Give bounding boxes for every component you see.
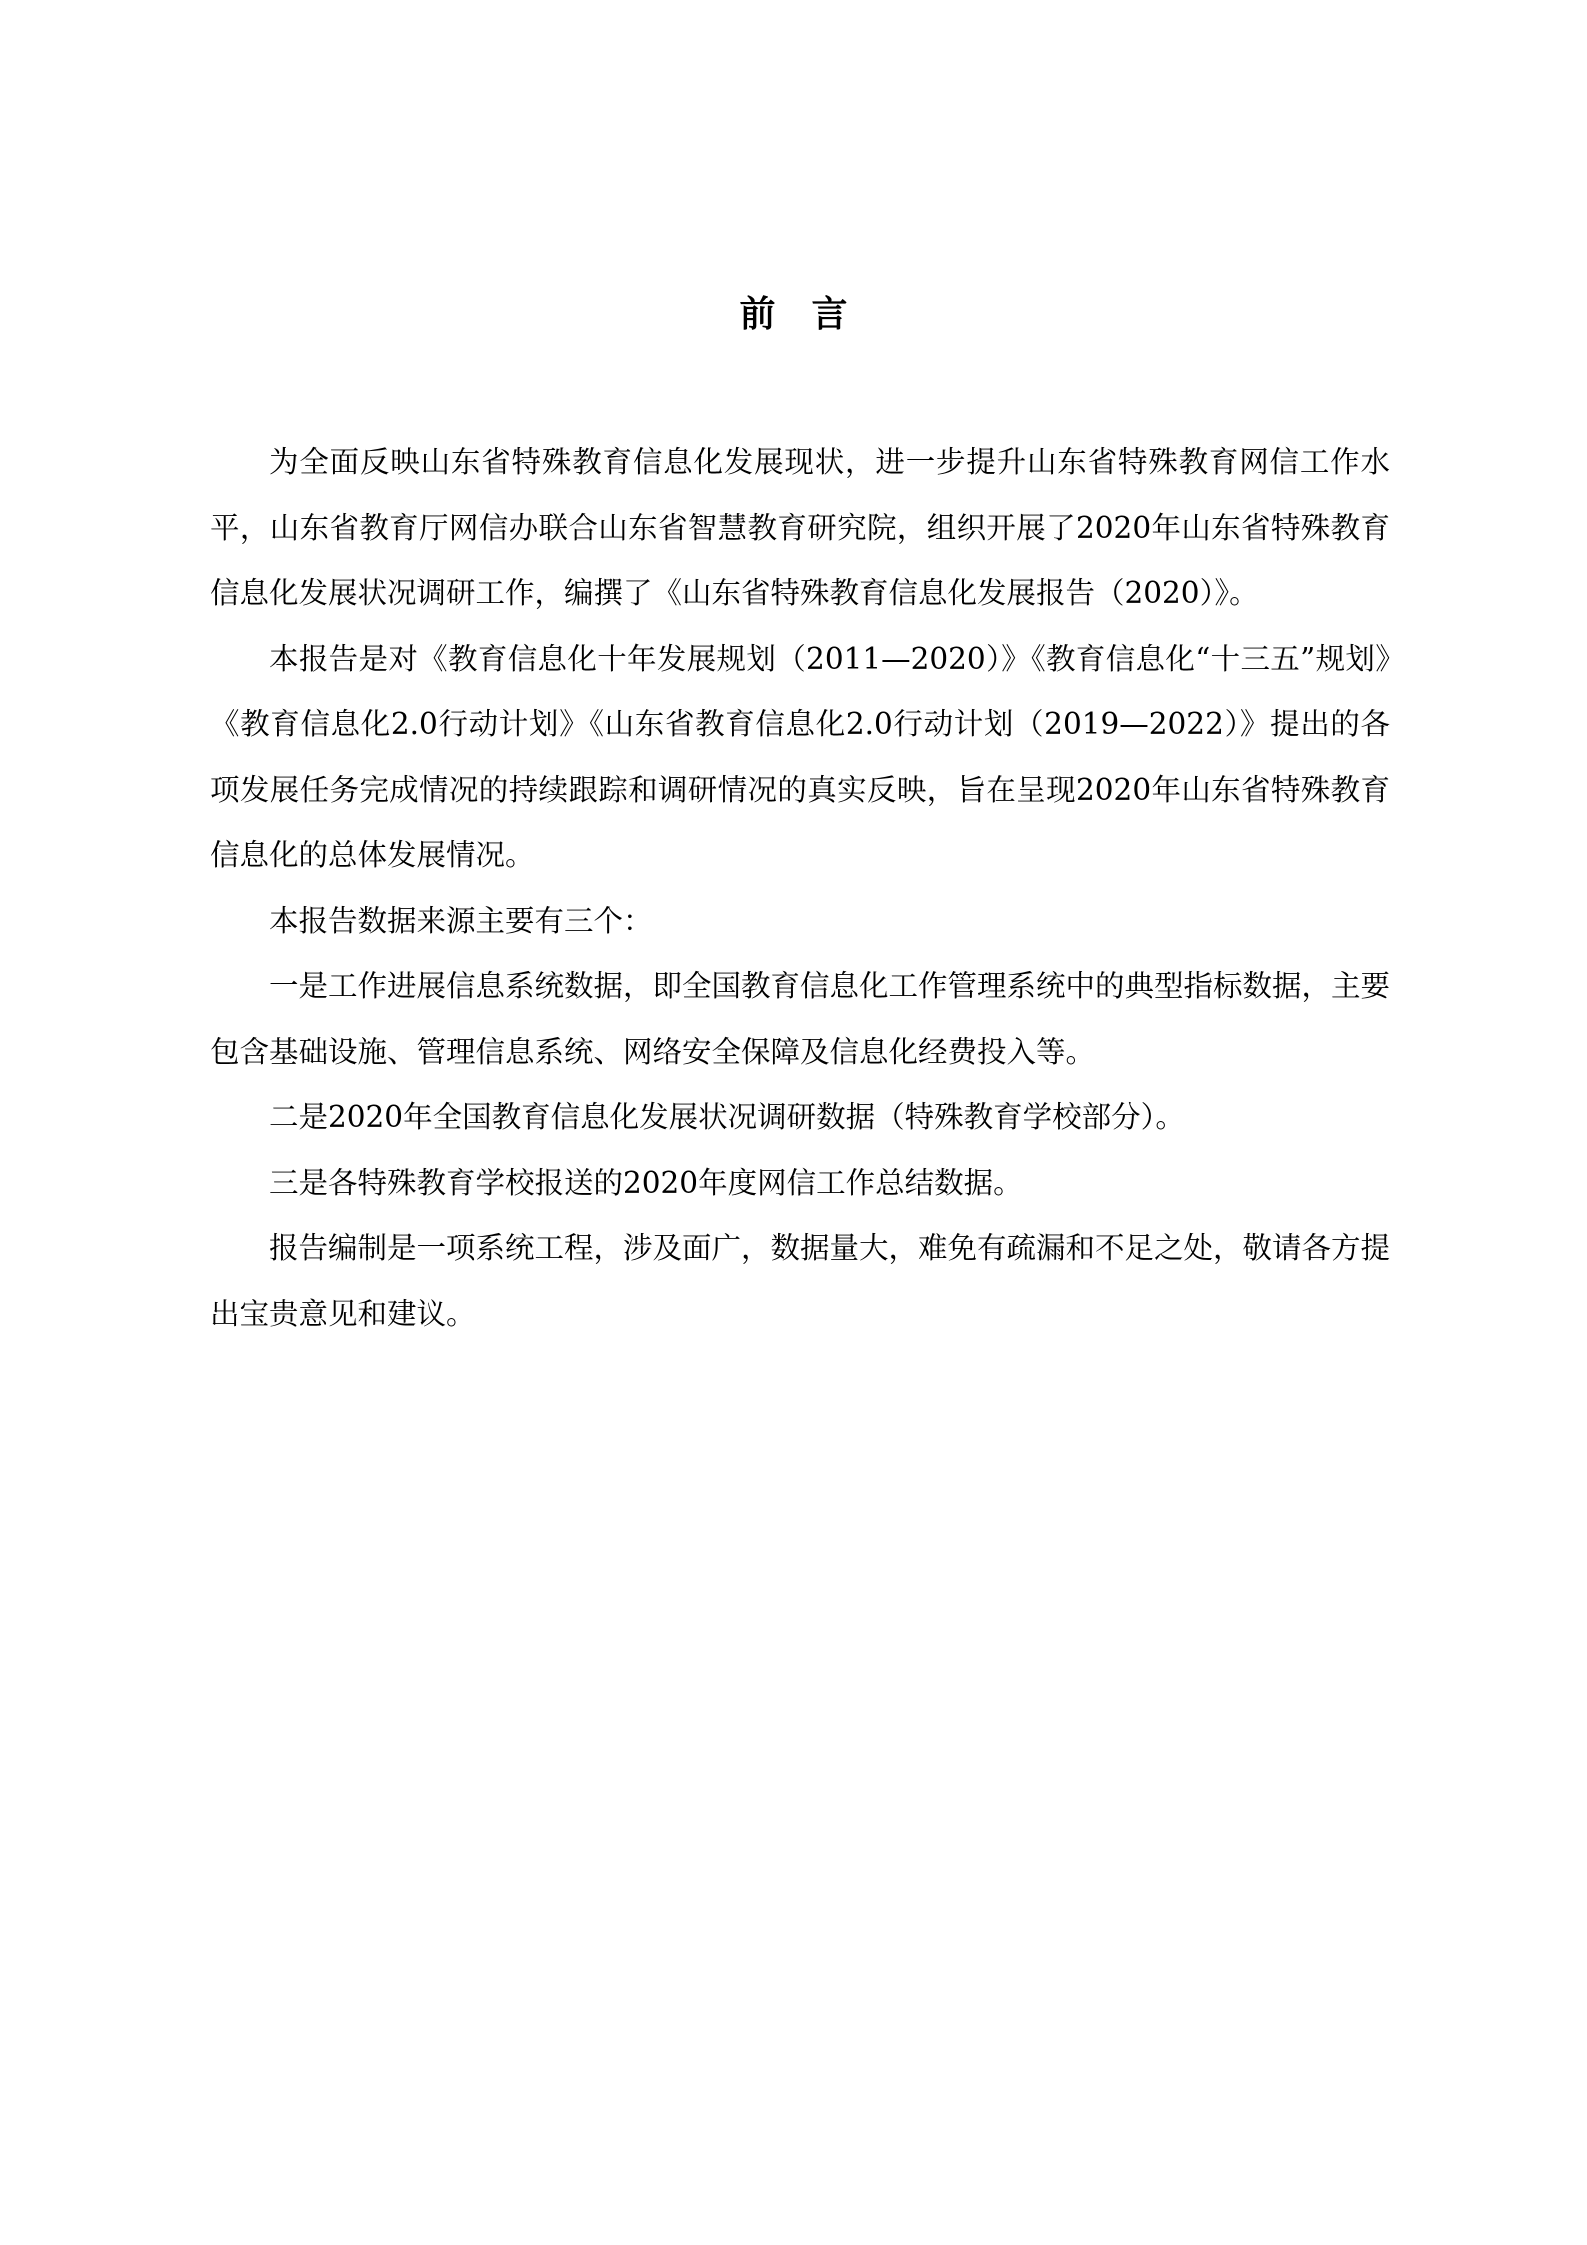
paragraph-source-three: 三是各特殊教育学校报送的2020年度网信工作总结数据。 (269, 1165, 1023, 1200)
preface-body (210, 430, 1390, 1347)
page-title: 前言 (739, 294, 884, 335)
paragraph-scope: 本报告是对《教育信息化十年发展规划（2011—2020）》《教育信息化“十三五”规划》《教育信息化2.0行动计划》《山东省教育信息化2.0行动计划（2019—2022）》提出的各项发展任务完成情况的持续跟踪和调研情况的真实反映，旨在呈现2020年山东省特殊教育信息化的总体发展情况。 (210, 641, 1390, 872)
paragraph-sources-intro: 本报告数据来源主要有三个： (269, 903, 653, 938)
paragraph-source-two: 二是2020年全国教育信息化发展状况调研数据（特殊教育学校部分）。 (269, 1100, 1185, 1134)
paragraph-purpose: 为全面反映山东省特殊教育信息化发展现状，进一步提升山东省特殊教育网信工作水平，山东省教育厅网信办联合山东省智慧教育研究院，组织开展了2020年山东省特殊教育信息化发展状况调研工作，编撰了《山东省特殊教育信息化发展报告（2020）》。 (210, 445, 1390, 610)
paragraph-source-one: 一是工作进展信息系统数据，即全国教育信息化工作管理系统中的典型指标数据，主要包含基础设施、管理信息系统、网络安全保障及信息化经费投入等。 (210, 969, 1391, 1069)
paragraph-closing: 报告编制是一项系统工程，涉及面广，数据量大，难免有疏漏和不足之处，敬请各方提出宝贵意见和建议。 (210, 1231, 1391, 1331)
